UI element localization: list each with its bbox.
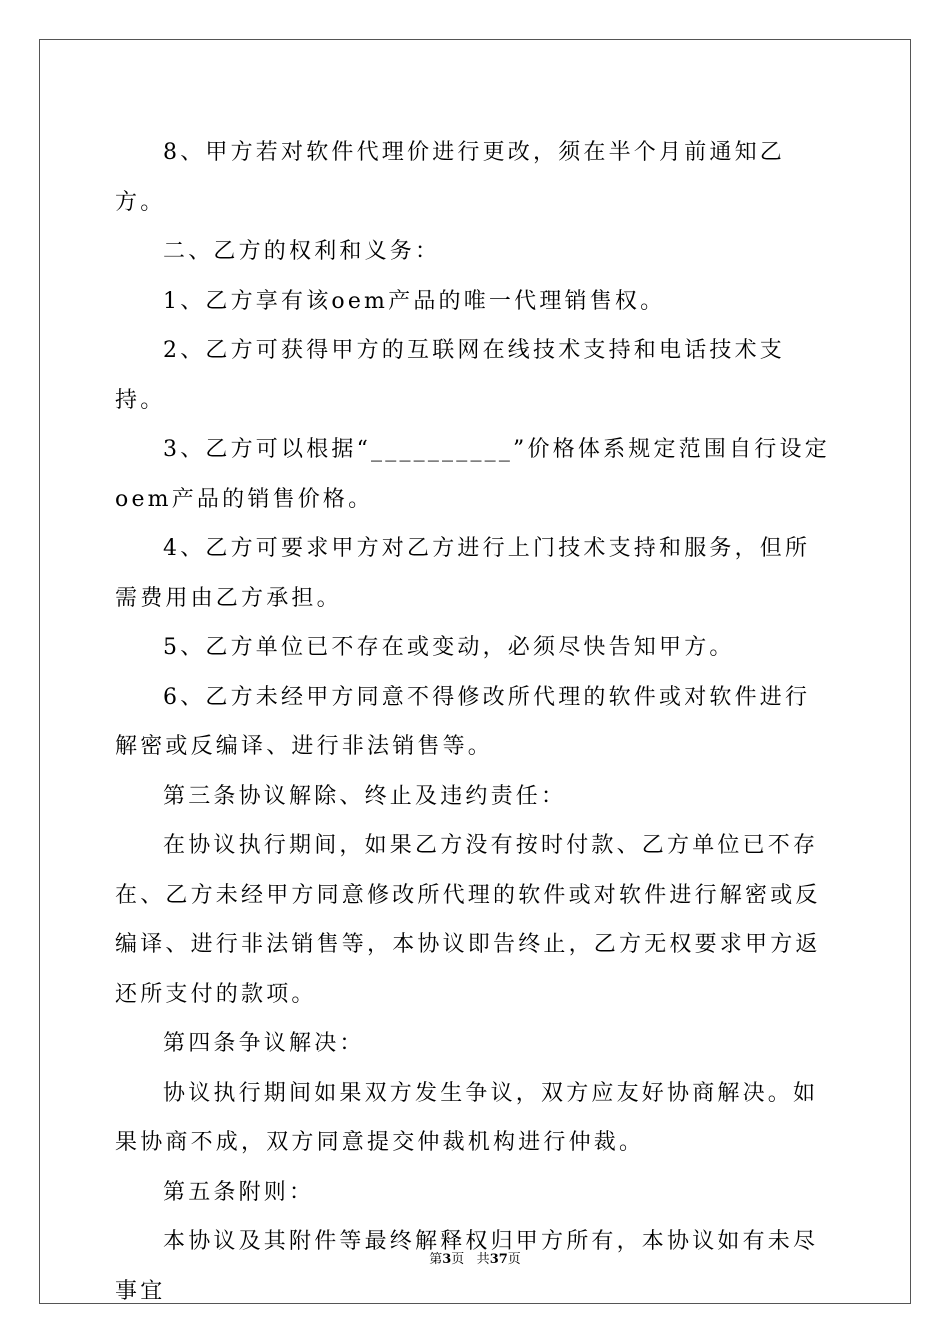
paragraph-item-6-no-modification: 6、乙方未经甲方同意不得修改所代理的软件或对软件进行解密或反编译、进行非法销售等。 bbox=[115, 684, 811, 759]
total-prefix: 共 bbox=[476, 1252, 490, 1267]
paragraph-final-interpretation: 本协议及其附件等最终解释权归甲方所有，本协议如有未尽事宜 bbox=[115, 1229, 819, 1304]
paragraph-item-2-tech-support: 2、乙方可获得甲方的互联网在线技术支持和电话技术支持。 bbox=[115, 338, 785, 413]
paragraph-item-1-exclusive-rights: 1、乙方享有该oem产品的唯一代理销售权。 bbox=[163, 288, 666, 314]
paragraph-dispute-resolution: 协议执行期间如果双方发生争议，双方应友好协商解决。如果协商不成，双方同意提交仲裁机构进行仲裁。 bbox=[115, 1080, 819, 1155]
section-heading-article-5: 第五条附则： bbox=[163, 1179, 315, 1205]
page-prefix: 第 bbox=[429, 1252, 443, 1267]
page-footer bbox=[0, 1248, 950, 1267]
total-pages: 37 bbox=[489, 1252, 508, 1267]
section-heading-party-b-rights: 二、乙方的权利和义务： bbox=[163, 239, 441, 264]
page-number: 3 bbox=[442, 1252, 452, 1267]
page-suffix: 页 bbox=[451, 1252, 465, 1267]
section-heading-article-4: 第四条争议解决： bbox=[163, 1031, 365, 1056]
paragraph-termination: 在协议执行期间，如果乙方没有按时付款、乙方单位已不存在、乙方未经甲方同意修改所代理的软件或对软件进行解密或反编译、进行非法销售等，本协议即告终止，乙方无权要求甲方返还所支付的款项。 bbox=[115, 833, 821, 1007]
total-suffix: 页 bbox=[507, 1252, 521, 1267]
paragraph-item-5-notify-changes: 5、乙方单位已不存在或变动，必须尽快告知甲方。 bbox=[163, 635, 735, 660]
paragraph-item-3-pricing: 3、乙方可以根据“__________”价格体系规定范围自行设定oem产品的销售价格。 bbox=[115, 437, 830, 512]
paragraph-item-8-price-change: 8、甲方若对软件代理价进行更改，须在半个月前通知乙方。 bbox=[115, 140, 785, 215]
section-heading-article-3: 第三条协议解除、终止及违约责任： bbox=[163, 783, 567, 809]
paragraph-item-4-onsite-support: 4、乙方可要求甲方对乙方进行上门技术支持和服务，但所需费用由乙方承担。 bbox=[115, 536, 811, 611]
document-body bbox=[115, 128, 833, 1316]
